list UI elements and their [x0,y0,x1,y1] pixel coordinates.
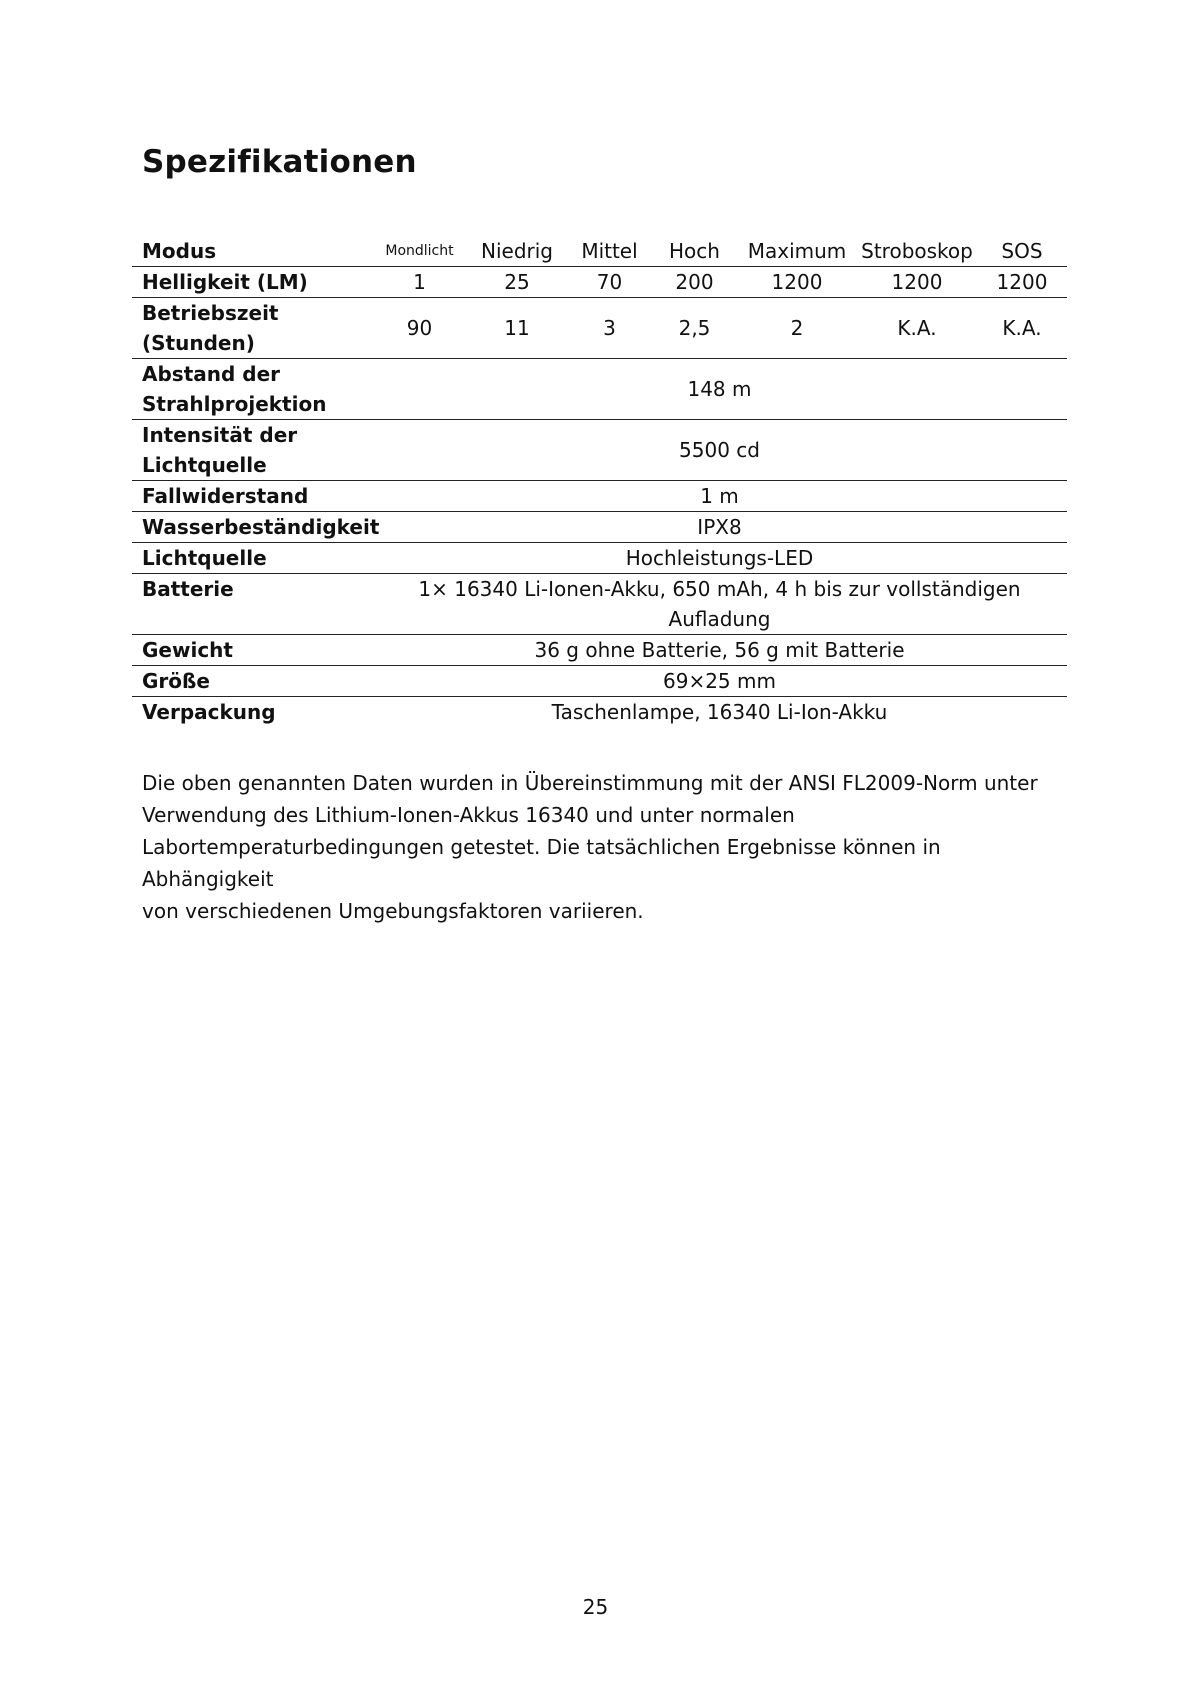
row-label-size: Größe [142,669,210,693]
row-label-intensity-line2: Lichtquelle [142,453,267,477]
battery-value [372,574,1067,635]
table-row-battery [132,574,1067,635]
table-row-mode [132,236,1067,267]
size-value: 69×25 mm [663,669,776,693]
mode-mittel: Mittel [581,239,638,263]
mode-mondlicht: Mondlicht [385,243,454,259]
row-label-intensity-line1: Intensität der [142,423,298,447]
runtime-hoch: 2,5 [678,316,711,340]
water-resistance-value: IPX8 [697,515,742,539]
brightness-hoch: 200 [675,270,714,294]
row-label-beam-distance-line2: Strahlprojektion [142,392,327,416]
impact-resistance-value: 1 m [700,484,739,508]
row-label-runtime-line2: (Stunden) [142,331,255,355]
packaging-value: Taschenlampe, 16340 Li-Ion-Akku [551,700,888,724]
row-label-battery: Batterie [142,577,234,601]
table-row-size [132,666,1067,697]
runtime-stroboskop: K.A. [897,316,937,340]
row-label-light-source: Lichtquelle [142,546,267,570]
beam-distance-value: 148 m [687,377,752,401]
test-conditions-note [142,767,1072,927]
runtime-mittel: 3 [603,316,616,340]
note-line-4: von verschiedenen Umgebungsfaktoren variieren. [142,899,644,923]
row-label-brightness: Helligkeit (LM) [142,270,308,294]
row-label-intensity [132,420,372,481]
note-line-2: Verwendung des Lithium-Ionen-Akkus 16340 und unter normalen [142,803,795,827]
row-label-water-resistance: Wasserbeständigkeit [142,515,380,539]
row-label-runtime-line1: Betriebszeit [142,301,279,325]
battery-value-line2: Aufladung [668,607,771,631]
table-row-light-source [132,543,1067,574]
brightness-mondlicht: 1 [413,270,426,294]
row-label-weight: Gewicht [142,638,233,662]
battery-value-line1: 1× 16340 Li-Ionen-Akku, 650 mAh, 4 h bis zur vollständigen [418,577,1021,601]
brightness-stroboskop: 1200 [891,270,943,294]
page-number: 25 [582,1595,609,1619]
mode-hoch: Hoch [669,239,720,263]
brightness-sos: 1200 [996,270,1048,294]
row-label-impact-resistance: Fallwiderstand [142,484,309,508]
mode-stroboskop: Stroboskop [861,239,973,263]
note-line-3: Labortemperaturbedingungen getestet. Die tatsächlichen Ergebnisse können in Abhängigkeit [142,835,941,891]
light-source-value: Hochleistungs-LED [625,546,814,570]
table-row-impact-resistance [132,481,1067,512]
table-row-brightness [132,267,1067,298]
row-label-packaging: Verpackung [142,700,276,724]
row-label-runtime [132,298,372,359]
mode-niedrig: Niedrig [481,239,553,263]
page-title: Spezifikationen [142,144,417,180]
table-row-water-resistance [132,512,1067,543]
intensity-value: 5500 cd [679,438,760,462]
brightness-mittel: 70 [596,270,623,294]
table-row-beam-distance [132,359,1067,420]
table-row-weight [132,635,1067,666]
row-label-mode: Modus [142,239,217,263]
brightness-maximum: 1200 [771,270,823,294]
runtime-maximum: 2 [790,316,804,340]
note-line-1: Die oben genannten Daten wurden in Übereinstimmung mit der ANSI FL2009-Norm unter [142,771,1038,795]
runtime-mondlicht: 90 [406,316,433,340]
table-row-intensity [132,420,1067,481]
specifications-table [132,236,1067,727]
runtime-niedrig: 11 [504,316,530,340]
row-label-beam-distance-line1: Abstand der [142,362,281,386]
weight-value: 36 g ohne Batterie, 56 g mit Batterie [534,638,905,662]
table-row-runtime [132,298,1067,359]
table-row-packaging [132,697,1067,728]
mode-sos: SOS [1001,239,1043,263]
row-label-beam-distance [132,359,372,420]
mode-maximum: Maximum [747,239,847,263]
brightness-niedrig: 25 [504,270,530,294]
runtime-sos: K.A. [1002,316,1042,340]
